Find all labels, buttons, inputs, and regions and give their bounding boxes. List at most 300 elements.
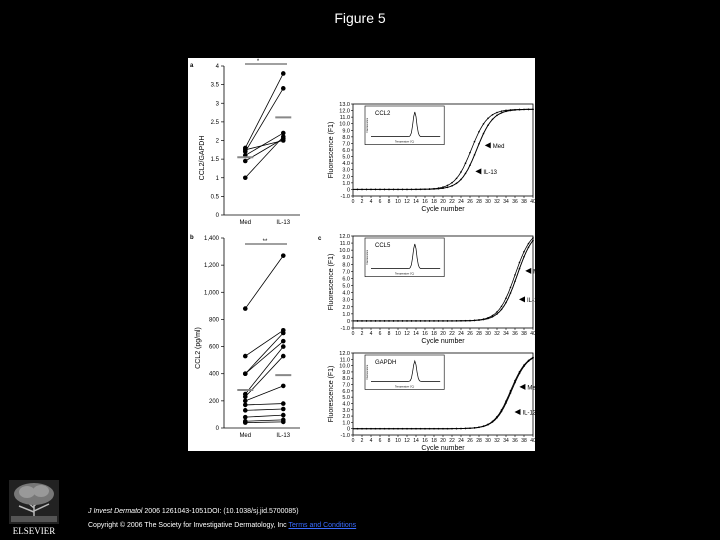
series-point [429,188,431,190]
series-point [487,317,489,319]
y-tick-label: 12.0 [339,108,350,115]
qpcr-ccl2-gene-label: CCL2 [375,111,391,117]
series-point [361,320,363,322]
series-point [496,115,498,117]
series-point [415,189,417,191]
med-arrow [525,268,531,274]
x-tick-label: 18 [431,331,437,337]
data-point [243,408,248,413]
series-point [483,133,485,135]
data-point [281,401,286,406]
y-tick-label: 3 [215,101,219,108]
series-point [415,320,417,322]
series-point [496,313,498,315]
x-tick-label: 34 [503,438,509,444]
x-tick-label: 28 [476,438,482,444]
series-point [523,251,525,253]
x-tick-label: 8 [387,199,391,205]
series-point [501,112,503,114]
series-point [393,428,395,430]
data-point [281,331,286,336]
x-tick-label: 2 [360,331,364,337]
x-tick-label: 8 [387,438,391,444]
series-point [460,320,462,322]
y-tick-label: 1,000 [203,290,219,297]
series-point [402,428,404,430]
x-tick-label: 28 [476,331,482,337]
x-tick-label: 20 [440,331,446,337]
series-point [514,109,516,111]
series-point [429,428,431,430]
series-point [501,110,503,112]
series-point [496,416,498,418]
x-tick-label: 36 [512,199,518,205]
data-point [243,159,248,164]
qpcr-ccl5-inset-ylabel: Fluorescence [366,249,369,265]
x-tick-label: 12 [404,199,410,205]
x-tick-label: 10 [395,438,401,444]
y-tick-label: 3.0 [342,167,350,174]
y-tick-label: 11.0 [339,241,350,248]
copyright-text: Copyright © 2006 The Society for Investigative Dermatology, Inc [88,522,289,529]
series-point [447,187,449,189]
series-point [420,428,422,430]
x-tick-label: Med [239,220,252,226]
slide-title: Figure 5 [334,10,386,26]
series-point [438,320,440,322]
med-label: Med [527,385,540,392]
x-tick-label: 2 [360,438,364,444]
pair-line [245,386,283,401]
x-tick-label: 10 [395,331,401,337]
elsevier-wordmark: ELSEVIER [12,526,56,536]
citation-line-2 [88,519,356,533]
y-tick-label: 2.5 [210,119,219,126]
data-point [243,175,248,180]
x-tick-label: 34 [503,199,509,205]
x-tick-label: 14 [413,199,419,205]
x-tick-label: 36 [512,438,518,444]
journal-name: J Invest Dermatol [88,508,143,515]
series-point [442,428,444,430]
y-tick-label: 1,200 [203,263,219,270]
data-point [243,394,248,399]
series-point [492,118,494,120]
x-tick-label: 24 [458,331,464,337]
series-point [460,179,462,181]
data-point [281,253,286,258]
y-tick-label: 2.0 [342,414,350,421]
series-point [478,319,480,321]
series-point [514,274,516,276]
series-point [519,262,521,264]
x-tick-label: 22 [449,199,455,205]
series-point [451,182,453,184]
series-point [510,292,512,294]
series-point [438,428,440,430]
series-point [528,360,530,362]
panel-b-ylabel: CCL2 (pg/ml) [195,327,202,369]
y-tick-label: 1.0 [342,420,350,427]
panel-b [190,235,287,369]
data-point [281,420,286,425]
x-tick-label: 6 [378,199,382,205]
series-point [406,320,408,322]
x-tick-label: 6 [378,438,382,444]
x-tick-label: 20 [440,438,446,444]
x-tick-label: 26 [467,331,473,337]
y-tick-label: 0 [215,426,219,432]
y-tick-label: 9.0 [342,255,350,262]
series-point [388,428,390,430]
data-point [243,399,248,404]
x-tick-label: 14 [413,331,419,337]
series-point [532,237,534,239]
data-point [243,403,248,408]
series-point [469,320,471,322]
series-point [388,189,390,191]
pair-line [245,256,283,309]
series-point [397,428,399,430]
series-point [447,185,449,187]
y-tick-label: 12.0 [339,351,350,357]
qpcr-ccl5-inset-xlabel: Temperature (°C) [394,272,415,276]
series-point [361,189,363,191]
series-point [496,112,498,114]
data-point [281,86,286,91]
series-point [393,189,395,191]
x-tick-label: Med [239,433,252,439]
pair-line [245,415,283,417]
series-point [366,320,368,322]
series-point [501,306,503,308]
y-tick-label: 11.0 [339,357,350,364]
x-tick-label: 4 [369,199,373,205]
series-point [433,188,435,190]
series-point [510,390,512,392]
series-point [460,171,462,173]
series-point [469,164,471,166]
y-tick-label: 10.0 [339,363,350,370]
journal-reference: 2006 1261043-1051DOI: (10.1038/sj.jid.5700085) [142,508,299,515]
data-point [281,354,286,359]
qpcr-gapdh-gene-label: GAPDH [375,360,397,366]
series-point [357,189,359,191]
series-point [510,287,512,289]
qpcr-gapdh-ylabel: Fluorescence (F1) [328,365,335,423]
series-point [478,131,480,133]
x-tick-label: 40 [530,199,536,205]
series-point [514,380,516,382]
series-point [492,114,494,116]
series-point [447,320,449,322]
pair-line [245,341,283,374]
pair-line [245,404,283,405]
figure-svg [188,58,545,452]
y-tick-label: 9.0 [342,128,350,135]
series-point [451,320,453,322]
series-point [523,256,525,258]
series-point [483,425,485,427]
series-point [483,123,485,125]
series-point [379,428,381,430]
panel-a-label: a [190,63,194,69]
series-point [478,143,480,145]
y-tick-label: 6.0 [342,148,350,154]
x-tick-label: 30 [485,438,491,444]
x-tick-label: 38 [521,199,527,205]
y-tick-label: 12.0 [339,234,350,240]
qpcr-ccl5-xlabel: Cycle number [421,338,465,345]
series-point [487,118,489,120]
x-tick-label: 4 [369,331,373,337]
series-point [375,428,377,430]
y-tick-label: 8.0 [342,134,350,141]
data-point [281,134,286,139]
series-point [411,428,413,430]
series-point [447,428,449,430]
series-point [456,428,458,430]
series-point [492,420,494,422]
series-point [411,320,413,322]
series-point [384,428,386,430]
panel-c-label: c [318,236,322,242]
x-tick-label: 6 [378,331,382,337]
x-tick-label: 36 [512,331,518,337]
qpcr-ccl5-ylabel: Fluorescence (F1) [328,253,335,311]
series-point [433,320,435,322]
x-tick-label: 24 [458,438,464,444]
y-tick-label: 4.0 [342,401,350,408]
series-point [370,428,372,430]
series-point [357,428,359,430]
x-tick-label: IL-13 [276,220,291,226]
x-tick-label: 8 [387,331,391,337]
x-tick-label: 30 [485,331,491,337]
y-tick-label: 2 [215,138,219,145]
x-tick-label: 38 [521,331,527,337]
x-tick-label: 18 [431,438,437,444]
qpcr-ccl2-inset-xlabel: Temperature (°C) [394,140,415,144]
y-tick-label: 10.0 [339,121,350,128]
series-point [487,423,489,425]
series-point [532,108,534,110]
series-point [402,189,404,191]
series-point [451,185,453,187]
series-point [384,320,386,322]
series-point [474,154,476,156]
figure-panel [188,58,545,452]
med-arrow [485,142,491,148]
data-point [281,339,286,344]
series-point [424,188,426,190]
dynamic-marks [204,64,545,452]
x-tick-label: 32 [494,199,500,205]
series-point [456,178,458,180]
series-point [474,320,476,322]
series-point [532,240,534,242]
x-tick-label: 20 [440,199,446,205]
series-point [496,311,498,313]
y-tick-label: 3.0 [342,297,350,304]
series-point [442,320,444,322]
y-tick-label: 10.0 [339,248,350,255]
x-tick-label: 34 [503,331,509,337]
y-tick-label: 4.0 [342,161,350,168]
y-tick-label: 8.0 [342,262,350,269]
x-tick-label: 40 [530,438,536,444]
series-point [465,173,467,175]
series-point [492,315,494,317]
series-point [384,189,386,191]
series-point [474,427,476,429]
panel-a [190,59,287,180]
y-tick-label: 13.0 [339,102,350,108]
series-point [402,320,404,322]
y-tick-label: 7.0 [342,269,350,276]
series-point [465,428,467,430]
x-tick-label: 30 [485,199,491,205]
x-tick-label: 14 [413,438,419,444]
x-tick-label: 38 [521,438,527,444]
series-point [397,320,399,322]
series-point [429,320,431,322]
x-tick-label: 40 [530,331,536,337]
series-point [528,246,530,248]
qpcr-ccl5-gene-label: CCL5 [375,243,391,249]
y-tick-label: 5.0 [342,154,350,161]
series-point [366,189,368,191]
y-tick-label: 0.5 [210,194,219,201]
series-point [370,320,372,322]
qpcr-gapdh-xlabel: Cycle number [421,445,465,452]
data-point [281,71,286,76]
series-point [465,320,467,322]
y-tick-label: 3.0 [342,407,350,414]
y-tick-label: 6.0 [342,276,350,283]
data-point [243,148,248,153]
y-tick-label: 5.0 [342,395,350,402]
series-point [505,302,507,304]
series-point [523,109,525,111]
y-tick-label: -1.0 [340,194,350,200]
x-tick-label: 10 [395,199,401,205]
med-label: Med [533,269,545,276]
series-point [532,357,534,359]
series-point [375,320,377,322]
x-tick-label: 26 [467,438,473,444]
x-tick-label: 26 [467,199,473,205]
series-point [505,400,507,402]
y-tick-label: 1.5 [210,157,219,164]
series-point [519,371,521,373]
series-point [424,428,426,430]
y-tick-label: 600 [208,344,219,351]
y-tick-label: 5.0 [342,283,350,290]
y-tick-label: 0 [346,318,350,325]
il13-arrow [475,168,481,174]
panel-b-significance: ** [262,239,268,245]
y-tick-label: 0 [215,213,219,219]
series-point [514,280,516,282]
y-tick-label: 9.0 [342,369,350,376]
series-point [505,297,507,299]
series-point [501,409,503,411]
data-point [243,371,248,376]
data-point [243,306,248,311]
x-tick-label: IL-13 [276,433,291,439]
citation [88,505,356,533]
series-point [483,318,485,320]
series-point [519,109,521,111]
x-tick-label: 22 [449,438,455,444]
x-tick-label: 0 [351,331,355,337]
y-tick-label: 1.0 [342,180,350,187]
y-tick-label: 1 [215,175,219,182]
il13-label: IL-13 [522,410,537,417]
y-tick-label: -1.0 [340,326,350,332]
series-point [456,183,458,185]
qpcr-ccl2-inset-ylabel: Fluorescence [366,117,369,133]
series-point [478,426,480,428]
series-point [528,109,530,111]
qpcr-gapdh-inset-ylabel: Fluorescence [366,364,369,380]
data-point [281,413,286,418]
x-tick-label: 16 [422,199,428,205]
data-point [243,354,248,359]
series-point [433,428,435,430]
x-tick-label: 0 [351,199,355,205]
series-point [465,162,467,164]
panel-a-significance: * [256,59,260,65]
data-point [281,384,286,389]
il13-label: IL-13 [483,169,498,176]
qpcr-ccl2-ylabel: Fluorescence (F1) [328,121,335,179]
terms-link[interactable]: Terms and Conditions [288,522,357,529]
data-point [281,344,286,349]
pair-line [245,409,283,410]
series-point [406,428,408,430]
x-tick-label: 4 [369,438,373,444]
series-point [370,189,372,191]
panel-b-label: b [190,235,194,241]
x-tick-label: 22 [449,331,455,337]
med-label: Med [492,143,505,150]
series-point [501,309,503,311]
y-tick-label: 1,400 [203,236,219,242]
il13-label: IL-13 [527,297,541,304]
y-tick-label: 11.0 [339,115,350,122]
series-point [424,320,426,322]
elsevier-logo [5,478,63,538]
med-arrow [519,384,525,390]
il13-arrow [519,296,525,302]
y-tick-label: 0 [346,426,350,433]
x-tick-label: 16 [422,331,428,337]
series-point [420,320,422,322]
series-point [375,189,377,191]
series-point [487,124,489,126]
series-point [505,110,507,112]
panel-a-ylabel: CCL2/GAPDH [199,135,206,181]
y-tick-label: -1.0 [340,433,350,439]
x-tick-label: 32 [494,438,500,444]
x-tick-label: 18 [431,199,437,205]
y-tick-label: 2.0 [342,304,350,311]
series-point [451,428,453,430]
y-tick-label: 800 [208,317,219,324]
series-point [442,186,444,188]
